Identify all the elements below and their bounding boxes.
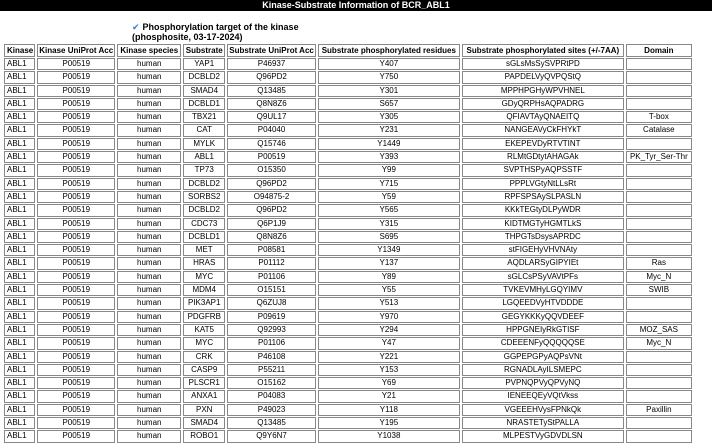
col-kinase-uniprot-cell: P00519 [37, 85, 115, 97]
col-substrate-uniprot-cell: Q8N8Z6 [227, 98, 316, 110]
col-kinase-cell: ABL1 [4, 404, 35, 416]
table-row [4, 377, 692, 389]
table-row [4, 417, 692, 429]
col-domain-header: Domain [626, 44, 692, 57]
col-phospho-residues-cell: Y1349 [318, 244, 460, 256]
col-kinase-species-cell: human [117, 311, 181, 323]
col-phospho-residues-cell: Y195 [318, 417, 460, 429]
table-row [4, 124, 692, 136]
col-substrate-uniprot-cell: Q96PD2 [227, 204, 316, 216]
col-phospho-sites-cell: RPFSPSAySLPASLN [462, 191, 624, 203]
col-kinase-uniprot-cell: P00519 [37, 257, 115, 269]
col-phospho-residues-cell: Y513 [318, 297, 460, 309]
col-kinase-cell: ABL1 [4, 351, 35, 363]
col-domain-cell [626, 297, 692, 309]
col-substrate-cell: PLSCR1 [183, 377, 225, 389]
col-phospho-residues-cell: Y231 [318, 124, 460, 136]
col-kinase-uniprot-header: Kinase UniProt Acc [37, 44, 115, 57]
col-phospho-residues-cell: Y315 [318, 218, 460, 230]
col-substrate-cell: PIK3AP1 [183, 297, 225, 309]
col-kinase-uniprot-cell: P00519 [37, 218, 115, 230]
col-substrate-uniprot-cell: O15350 [227, 164, 316, 176]
col-phospho-residues-cell: Y118 [318, 404, 460, 416]
table-row [4, 71, 692, 83]
col-domain-cell [626, 138, 692, 150]
col-kinase-species-cell: human [117, 111, 181, 123]
col-substrate-uniprot-cell: P49023 [227, 404, 316, 416]
col-domain-cell [626, 204, 692, 216]
col-phospho-sites-cell: KKkTEGtyDLPyWDR [462, 204, 624, 216]
col-kinase-uniprot-cell: P00519 [37, 311, 115, 323]
table-row [4, 98, 692, 110]
col-kinase-cell: ABL1 [4, 364, 35, 376]
col-phospho-residues-cell: Y294 [318, 324, 460, 336]
col-substrate-uniprot-cell: Q15746 [227, 138, 316, 150]
col-kinase-uniprot-cell: P00519 [37, 98, 115, 110]
col-domain-cell [626, 244, 692, 256]
col-phospho-sites-cell: GEGYKKKyQQVDEEF [462, 311, 624, 323]
col-kinase-species-cell: human [117, 430, 181, 442]
col-domain-cell [626, 178, 692, 190]
table-row [4, 178, 692, 190]
col-domain-cell: PK_Tyr_Ser-Thr [626, 151, 692, 163]
table-row [4, 204, 692, 216]
table-row [4, 138, 692, 150]
table-row [4, 111, 692, 123]
col-substrate-cell: DCBLD2 [183, 71, 225, 83]
col-kinase-cell: ABL1 [4, 151, 35, 163]
col-domain-cell: SWIB [626, 284, 692, 296]
table-row [4, 284, 692, 296]
col-kinase-species-cell: human [117, 351, 181, 363]
col-kinase-cell: ABL1 [4, 257, 35, 269]
col-kinase-uniprot-cell: P00519 [37, 151, 115, 163]
col-phospho-sites-cell: sGLsMsSySVPRtPD [462, 58, 624, 70]
col-phospho-sites-cell: PAPDELVyQVPQStQ [462, 71, 624, 83]
table-row [4, 390, 692, 402]
table-row [4, 231, 692, 243]
table-row [4, 151, 692, 163]
col-substrate-uniprot-cell: Q96PD2 [227, 71, 316, 83]
col-phospho-residues-cell: Y221 [318, 351, 460, 363]
col-domain-cell: MOZ_SAS [626, 324, 692, 336]
col-kinase-uniprot-cell: P00519 [37, 191, 115, 203]
col-substrate-cell: CRK [183, 351, 225, 363]
col-kinase-uniprot-cell: P00519 [37, 164, 115, 176]
col-domain-cell [626, 98, 692, 110]
col-kinase-species-cell: human [117, 271, 181, 283]
col-kinase-cell: ABL1 [4, 164, 35, 176]
col-domain-cell [626, 351, 692, 363]
col-phospho-sites-cell: KIDTMGTyHGMTLkS [462, 218, 624, 230]
col-kinase-cell: ABL1 [4, 284, 35, 296]
col-phospho-sites-cell: PPPLVGtyNtLLsRt [462, 178, 624, 190]
col-domain-cell [626, 377, 692, 389]
col-kinase-cell: ABL1 [4, 98, 35, 110]
col-domain-cell [626, 364, 692, 376]
col-substrate-cell: MYC [183, 271, 225, 283]
col-kinase-uniprot-cell: P00519 [37, 124, 115, 136]
col-phospho-sites-cell: GGPEPGPyAQPsVNt [462, 351, 624, 363]
col-kinase-cell: ABL1 [4, 124, 35, 136]
col-substrate-cell: MYC [183, 337, 225, 349]
table-row [4, 311, 692, 323]
col-substrate-cell: MDM4 [183, 284, 225, 296]
col-kinase-cell: ABL1 [4, 218, 35, 230]
col-kinase-cell: ABL1 [4, 271, 35, 283]
col-kinase-uniprot-cell: P00519 [37, 58, 115, 70]
col-kinase-uniprot-cell: P00519 [37, 377, 115, 389]
col-kinase-cell: ABL1 [4, 231, 35, 243]
page-title: Kinase-Substrate Information of BCR_ABL1 [262, 0, 450, 10]
col-kinase-species-cell: human [117, 404, 181, 416]
col-phospho-residues-cell: Y153 [318, 364, 460, 376]
col-substrate-cell: ABL1 [183, 151, 225, 163]
col-kinase-cell: ABL1 [4, 417, 35, 429]
col-kinase-cell: ABL1 [4, 390, 35, 402]
col-substrate-uniprot-cell: O94875-2 [227, 191, 316, 203]
col-domain-cell [626, 218, 692, 230]
col-phospho-sites-cell: MPPHPGHyWPVHNEL [462, 85, 624, 97]
table-row [4, 297, 692, 309]
col-phospho-residues-cell: S657 [318, 98, 460, 110]
col-phospho-residues-cell: Y59 [318, 191, 460, 203]
col-domain-cell: T-box [626, 111, 692, 123]
col-kinase-cell: ABL1 [4, 191, 35, 203]
col-kinase-uniprot-cell: P00519 [37, 430, 115, 442]
col-kinase-species-cell: human [117, 377, 181, 389]
note-line2: (phosphosite, 03-17-2024) [132, 32, 243, 42]
col-substrate-cell: TP73 [183, 164, 225, 176]
col-phospho-residues-cell: Y715 [318, 178, 460, 190]
table-row [4, 271, 692, 283]
col-kinase-cell: ABL1 [4, 430, 35, 442]
col-kinase-uniprot-cell: P00519 [37, 178, 115, 190]
col-substrate-uniprot-cell: P00519 [227, 151, 316, 163]
col-phospho-sites-cell: EKEPEVDyRTVTINT [462, 138, 624, 150]
col-phospho-residues-cell: Y1038 [318, 430, 460, 442]
col-phospho-residues-cell: Y55 [318, 284, 460, 296]
col-kinase-species-cell: human [117, 85, 181, 97]
col-kinase-species-cell: human [117, 58, 181, 70]
col-substrate-cell: DCBLD1 [183, 98, 225, 110]
col-phospho-sites-cell: IENEEQEyVQtVkss [462, 390, 624, 402]
col-substrate-uniprot-cell: O15151 [227, 284, 316, 296]
col-kinase-uniprot-cell: P00519 [37, 417, 115, 429]
col-domain-cell [626, 311, 692, 323]
col-kinase-uniprot-cell: P00519 [37, 324, 115, 336]
col-kinase-species-cell: human [117, 218, 181, 230]
col-substrate-uniprot-cell: Q9Y6N7 [227, 430, 316, 442]
col-substrate-cell: SMAD4 [183, 417, 225, 429]
col-kinase-uniprot-cell: P00519 [37, 244, 115, 256]
col-phospho-residues-cell: Y305 [318, 111, 460, 123]
col-phospho-sites-cell: MLPESTVyGDVDLSN [462, 430, 624, 442]
table-row [4, 191, 692, 203]
col-kinase-cell: ABL1 [4, 324, 35, 336]
col-kinase-cell: ABL1 [4, 311, 35, 323]
col-kinase-cell: ABL1 [4, 111, 35, 123]
col-phospho-sites-cell: SVPTHSPyAQPSSTF [462, 164, 624, 176]
kinase-note [132, 22, 299, 42]
col-phospho-sites-cell: HPPGNEIyRkGTISF [462, 324, 624, 336]
col-substrate-cell: DCBLD2 [183, 204, 225, 216]
col-substrate-uniprot-cell: P01106 [227, 271, 316, 283]
col-substrate-uniprot-header: Substrate UniProt Acc [229, 46, 314, 55]
col-domain-cell [626, 71, 692, 83]
col-kinase-species-cell: human [117, 231, 181, 243]
col-phospho-sites-cell: NRASTETyStPALLA [462, 417, 624, 429]
col-phospho-residues-cell: Y21 [318, 390, 460, 402]
col-kinase-uniprot-cell: P00519 [37, 364, 115, 376]
col-kinase-species-cell: human [117, 178, 181, 190]
col-domain-cell [626, 58, 692, 70]
col-kinase-uniprot-cell: P00519 [37, 271, 115, 283]
col-kinase-cell: ABL1 [4, 377, 35, 389]
col-kinase-cell: ABL1 [4, 297, 35, 309]
col-kinase-species-cell: human [117, 337, 181, 349]
col-domain-cell: Myc_N [626, 271, 692, 283]
table-row [4, 351, 692, 363]
col-phospho-sites-cell: GDyQRPHsAQPADRG [462, 98, 624, 110]
col-phospho-residues-cell: Y99 [318, 164, 460, 176]
col-kinase-uniprot-cell: P00519 [37, 404, 115, 416]
col-kinase-uniprot-cell: P00519 [37, 284, 115, 296]
col-substrate-uniprot-cell: Q6P1J9 [227, 218, 316, 230]
table-row [4, 337, 692, 349]
col-substrate-cell: DCBLD2 [183, 178, 225, 190]
col-kinase-species-cell: human [117, 364, 181, 376]
table-row [4, 404, 692, 416]
table-row [4, 218, 692, 230]
col-kinase-species-cell: human [117, 191, 181, 203]
col-kinase-species-cell: human [117, 417, 181, 429]
col-substrate-uniprot-cell: Q96PD2 [227, 178, 316, 190]
col-kinase-species-cell: human [117, 138, 181, 150]
col-phospho-residues-cell: Y301 [318, 85, 460, 97]
col-substrate-cell: YAP1 [183, 58, 225, 70]
col-kinase-uniprot-cell: P00519 [37, 351, 115, 363]
col-substrate-uniprot-cell: P46108 [227, 351, 316, 363]
table-row [4, 164, 692, 176]
col-phospho-sites-cell: LGQEEDVyHTVDDDE [462, 297, 624, 309]
col-kinase-cell: ABL1 [4, 138, 35, 150]
col-domain-cell [626, 231, 692, 243]
col-phospho-sites-cell: VGEEEHVysFPNkQk [462, 404, 624, 416]
col-substrate-uniprot-cell: Q6ZUJ8 [227, 297, 316, 309]
page-title-bar [0, 0, 712, 11]
table-row [4, 257, 692, 269]
col-substrate-uniprot-cell: Q92993 [227, 324, 316, 336]
col-kinase-uniprot-cell: P00519 [37, 390, 115, 402]
col-phospho-sites-cell: THPGTsDsysAPRDC [462, 231, 624, 243]
table-row [4, 430, 692, 442]
check-icon: ✔ [132, 22, 140, 32]
col-substrate-uniprot-cell: Q8N8Z6 [227, 231, 316, 243]
col-phospho-residues-cell: Y69 [318, 377, 460, 389]
col-domain-cell [626, 191, 692, 203]
col-phospho-residues-cell: Y407 [318, 58, 460, 70]
col-phospho-residues-cell: Y750 [318, 71, 460, 83]
col-kinase-species-cell: human [117, 297, 181, 309]
col-kinase-uniprot-cell: P00519 [37, 337, 115, 349]
table-body [4, 58, 692, 443]
col-substrate-cell: KAT5 [183, 324, 225, 336]
col-phospho-sites-cell: sGLCsPSyVAVtPFs [462, 271, 624, 283]
col-phospho-sites-cell: stFIGEHyVHVNAty [462, 244, 624, 256]
col-kinase-species-cell: human [117, 151, 181, 163]
col-substrate-uniprot-cell: P04040 [227, 124, 316, 136]
col-kinase-cell: ABL1 [4, 337, 35, 349]
col-substrate-uniprot-cell: Q13485 [227, 85, 316, 97]
col-substrate-uniprot-cell: Q9UL17 [227, 111, 316, 123]
col-kinase-uniprot-cell: P00519 [37, 138, 115, 150]
col-phospho-sites-cell: AQDLARSyGIPYIEt [462, 257, 624, 269]
col-substrate-cell: PDGFRB [183, 311, 225, 323]
col-kinase-species-cell: human [117, 244, 181, 256]
col-kinase-species-cell: human [117, 98, 181, 110]
col-kinase-cell: ABL1 [4, 58, 35, 70]
col-phospho-residues-header: Substrate phosphorylated residues [318, 44, 460, 57]
col-substrate-cell: ANXA1 [183, 390, 225, 402]
col-kinase-cell: ABL1 [4, 204, 35, 216]
col-domain-cell [626, 164, 692, 176]
table-row [4, 58, 692, 70]
col-kinase-species-cell: human [117, 204, 181, 216]
col-kinase-uniprot-cell: P00519 [37, 297, 115, 309]
col-phospho-residues-cell: Y565 [318, 204, 460, 216]
col-substrate-cell: ROBO1 [183, 430, 225, 442]
col-substrate-uniprot-cell: P08581 [227, 244, 316, 256]
table-row [4, 324, 692, 336]
substrate-table-wrapper [2, 43, 712, 444]
col-kinase-cell: ABL1 [4, 244, 35, 256]
col-phospho-residues-cell: S695 [318, 231, 460, 243]
col-phospho-sites-cell: RLMtGDtytAHAGAk [462, 151, 624, 163]
col-kinase-uniprot-cell: P00519 [37, 231, 115, 243]
col-kinase-species-header: Kinase species [117, 44, 181, 57]
col-domain-cell: Catalase [626, 124, 692, 136]
col-substrate-uniprot-cell: P55211 [227, 364, 316, 376]
col-substrate-cell: MET [183, 244, 225, 256]
table-row [4, 85, 692, 97]
col-phospho-residues-cell: Y47 [318, 337, 460, 349]
col-domain-cell [626, 390, 692, 402]
col-kinase-uniprot-cell: P00519 [37, 71, 115, 83]
col-kinase-species-cell: human [117, 390, 181, 402]
col-kinase-species-cell: human [117, 284, 181, 296]
col-domain-cell [626, 430, 692, 442]
col-domain-cell [626, 85, 692, 97]
col-phospho-residues-cell: Y137 [318, 257, 460, 269]
col-substrate-uniprot-cell: P01106 [227, 337, 316, 349]
col-kinase-uniprot-cell: P00519 [37, 204, 115, 216]
col-substrate-uniprot-cell: P46937 [227, 58, 316, 70]
table-row [4, 364, 692, 376]
col-kinase-cell: ABL1 [4, 85, 35, 97]
col-substrate-uniprot-cell: P09619 [227, 311, 316, 323]
col-phospho-residues-cell: Y393 [318, 151, 460, 163]
col-phospho-sites-cell: TVKEVMHyLGQYIMV [462, 284, 624, 296]
col-substrate-uniprot-cell: O15162 [227, 377, 316, 389]
col-domain-cell [626, 417, 692, 429]
col-phospho-sites-cell: PVPNQPVyQPVyNQ [462, 377, 624, 389]
col-domain-cell: Ras [626, 257, 692, 269]
col-phospho-residues-cell: Y1449 [318, 138, 460, 150]
col-kinase-species-cell: human [117, 164, 181, 176]
col-substrate-cell: SMAD4 [183, 85, 225, 97]
col-domain-cell: Myc_N [626, 337, 692, 349]
col-phospho-sites-cell: NANGEAVyCkFHYkT [462, 124, 624, 136]
col-kinase-cell: ABL1 [4, 71, 35, 83]
col-substrate-uniprot-cell: P04083 [227, 390, 316, 402]
col-kinase-species-cell: human [117, 257, 181, 269]
col-phospho-sites-cell: CDEEENFyQQQQQSE [462, 337, 624, 349]
substrate-table [2, 43, 694, 444]
col-domain-cell: Paxillin [626, 404, 692, 416]
col-kinase-uniprot-cell: P00519 [37, 111, 115, 123]
col-substrate-uniprot-cell: P01112 [227, 257, 316, 269]
note-line1: Phosphorylation target of the kinase [142, 22, 299, 32]
col-phospho-residues-cell: Y89 [318, 271, 460, 283]
col-kinase-species-cell: human [117, 71, 181, 83]
col-phospho-residues-cell: Y970 [318, 311, 460, 323]
col-substrate-cell: CDC73 [183, 218, 225, 230]
col-substrate-cell: CASP9 [183, 364, 225, 376]
col-phospho-sites-header: Substrate phosphorylated sites (+/-7AA) [462, 44, 624, 57]
col-phospho-sites-cell: QFIAVTAyQNAEITQ [462, 111, 624, 123]
table-row [4, 244, 692, 256]
col-kinase-species-cell: human [117, 324, 181, 336]
col-substrate-cell: CAT [183, 124, 225, 136]
col-kinase-header: Kinase [4, 44, 35, 57]
col-substrate-cell: DCBLD1 [183, 231, 225, 243]
col-substrate-cell: HRAS [183, 257, 225, 269]
col-substrate-cell: SORBS2 [183, 191, 225, 203]
col-substrate-cell: PXN [183, 404, 225, 416]
col-kinase-species-cell: human [117, 124, 181, 136]
table-header-row [4, 44, 692, 57]
col-substrate-header: Substrate [183, 44, 225, 57]
col-substrate-uniprot-cell: Q13485 [227, 417, 316, 429]
col-kinase-cell: ABL1 [4, 178, 35, 190]
col-phospho-sites-cell: RGNADLAyILSMEPC [462, 364, 624, 376]
col-substrate-cell: TBX21 [183, 111, 225, 123]
col-substrate-cell: MYLK [183, 138, 225, 150]
